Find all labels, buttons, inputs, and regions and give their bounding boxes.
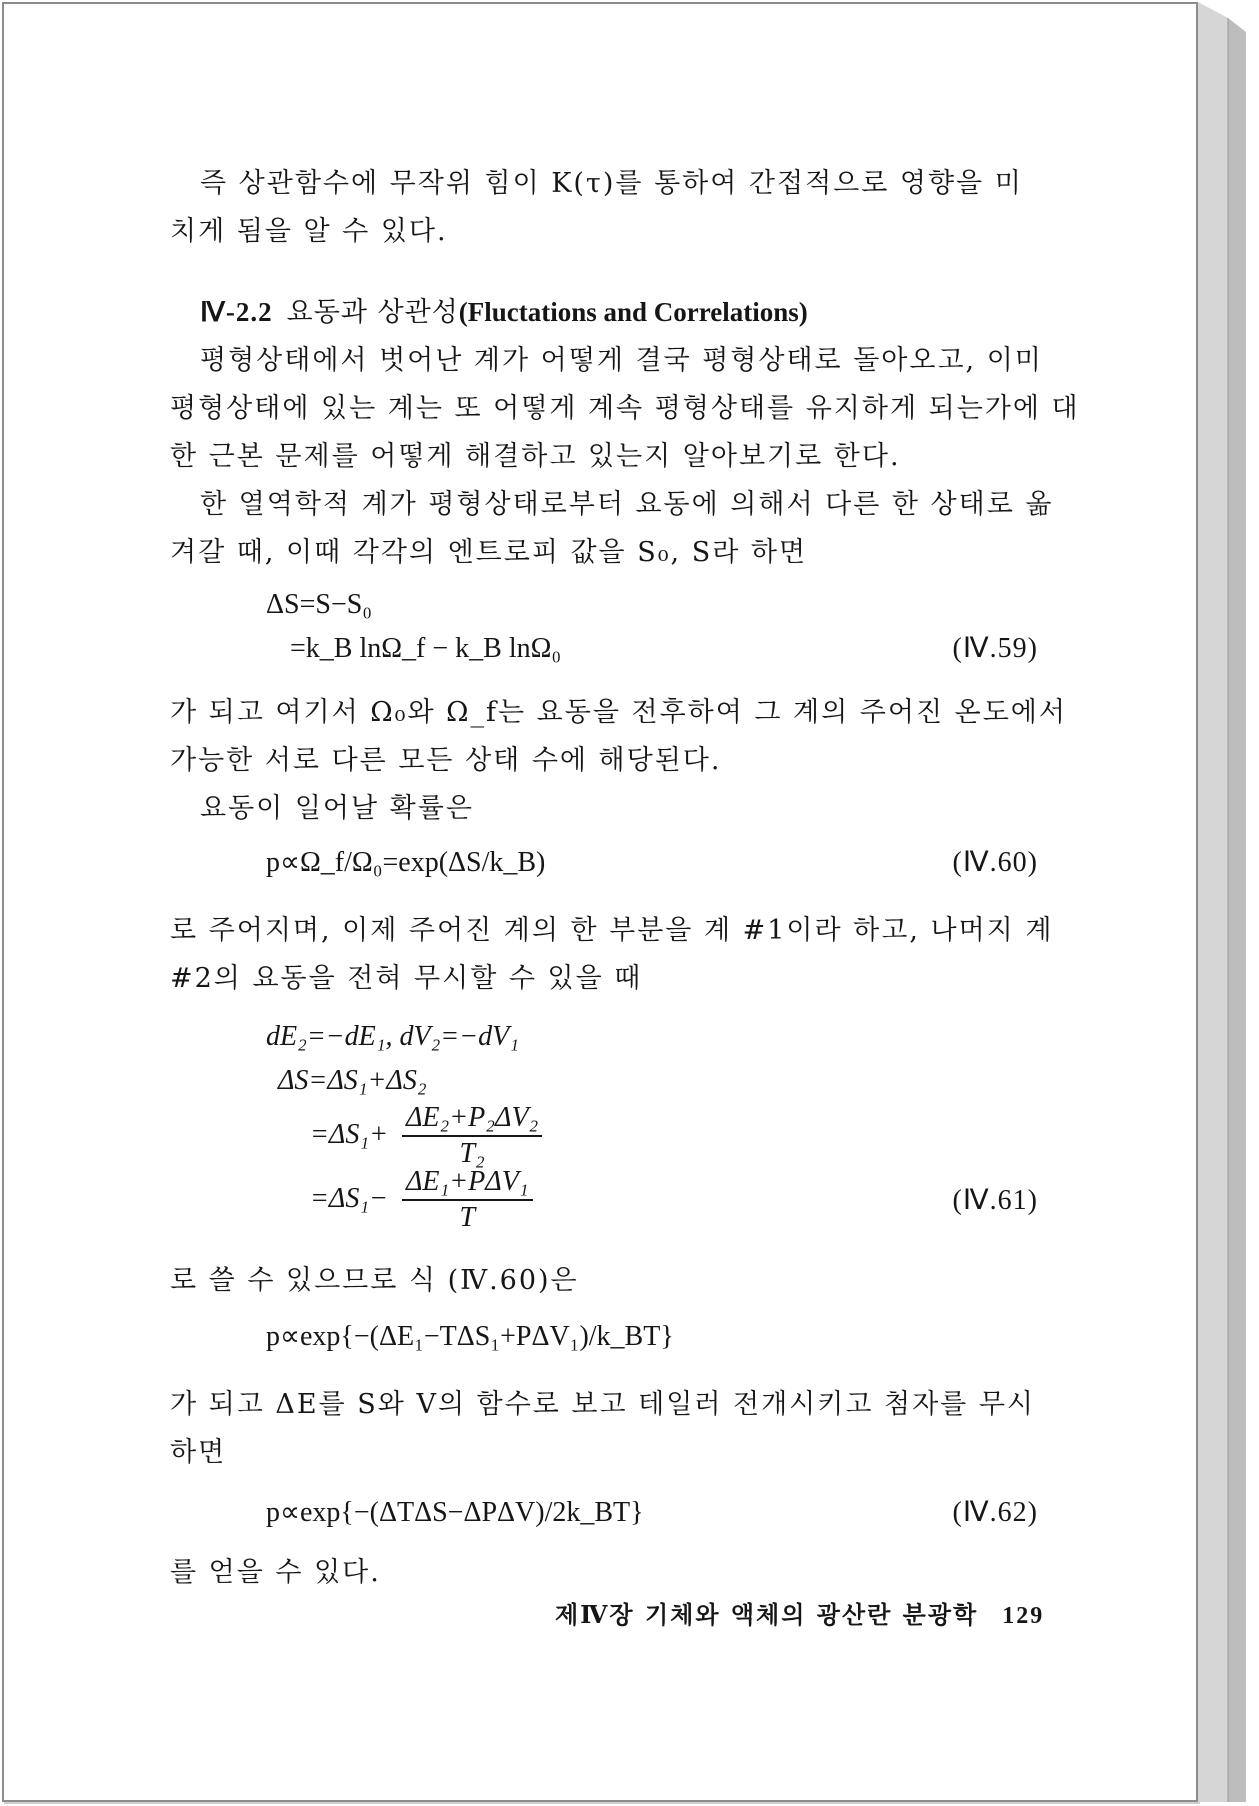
paragraph-line: 평형상태에 있는 계는 또 어떻게 계속 평형상태를 유지하게 되는가에 대 [170, 393, 1080, 424]
paragraph-line: 로 쓸 수 있으므로 식 (Ⅳ.60)은 [170, 1265, 579, 1296]
fraction [402, 1167, 533, 1233]
equation-line [170, 1491, 1038, 1535]
section-heading [200, 288, 1038, 337]
equation-line [170, 1059, 1038, 1103]
fraction-denominator: T [459, 1202, 476, 1233]
section-title-en: (Fluctations and Correlations) [458, 297, 808, 327]
chapter-title: 제Ⅳ장 기체와 액체의 광산란 분광학 [555, 1600, 979, 1629]
paragraph-line: 겨갈 때, 이때 각각의 엔트로피 값을 S₀, S라 하면 [170, 537, 808, 568]
paragraph-line: 치게 됨을 알 수 있다. [170, 216, 448, 247]
equation-expression: =ΔS₁− [310, 1183, 388, 1214]
equation-number: (Ⅳ.60) [952, 847, 1038, 878]
equation-number: (Ⅳ.62) [952, 1497, 1038, 1528]
fraction-numerator: ΔE₁+PΔV₁ [406, 1166, 529, 1197]
page-number: 129 [1002, 1603, 1045, 1629]
equation-number: (Ⅳ.59) [952, 633, 1038, 664]
paragraph-line: 한 근본 문제를 어떻게 해결하고 있는지 알아보기로 한다. [170, 441, 901, 472]
equation-expression: =ΔS₁+ [310, 1119, 388, 1150]
equation-expression: p∝exp{−(ΔE₁−TΔS₁+PΔV₁)/k_BT} [266, 1321, 674, 1352]
equation-expression: p∝exp{−(ΔTΔS−ΔPΔV)/2k_BT} [266, 1497, 644, 1528]
equation-line [170, 841, 1038, 885]
equation-line [170, 1315, 1038, 1359]
equation-number: (Ⅳ.61) [952, 1185, 1038, 1216]
equation-line [170, 627, 1038, 671]
equation-expression: ΔS=S−S₀ [266, 589, 373, 620]
section-title-ko: 요동과 상관성 [286, 297, 459, 328]
fraction-bar [402, 1135, 542, 1137]
equation-line [170, 1015, 1038, 1059]
paragraph-line: 즉 상관함수에 무작위 힘이 K(τ)를 통하여 간접적으로 영향을 미 [200, 168, 1023, 199]
equation-line [170, 583, 1038, 627]
equation-expression: ΔS=ΔS₁+ΔS₂ [278, 1065, 427, 1096]
paragraph-line: 가능한 서로 다른 모든 상태 수에 해당된다. [170, 745, 722, 776]
paragraph-line: 평형상태에서 벗어난 계가 어떻게 결국 평형상태로 돌아오고, 이미 [200, 345, 1043, 376]
equation-expression: =k_B lnΩ_f − k_B lnΩ₀ [290, 633, 562, 664]
page-stack-edge [1198, 2, 1250, 1802]
paragraph-line: 를 얻을 수 있다. [170, 1557, 381, 1588]
fraction-numerator: ΔE₂+P₂ΔV₂ [406, 1102, 539, 1133]
fraction [402, 1103, 542, 1169]
equation-expression: dE₂=−dE₁, dV₂=−dV₁ [266, 1021, 519, 1052]
paragraph-line: 가 되고 ΔE를 S와 V의 함수로 보고 테일러 전개시키고 첨자를 무시 [170, 1389, 1035, 1420]
equation-line [170, 1103, 1038, 1167]
page-content [170, 160, 1080, 1597]
paragraph-line: 요동이 일어날 확률은 [200, 793, 474, 824]
fraction-bar [402, 1199, 533, 1201]
running-footer [555, 1595, 1044, 1630]
section-number: Ⅳ-2.2 [200, 297, 273, 327]
paragraph-line: 하면 [170, 1437, 227, 1468]
paragraph-line: 로 주어지며, 이제 주어진 계의 한 부분을 계 #1이라 하고, 나머지 계 [170, 915, 1054, 946]
equation-expression: p∝Ω_f/Ω₀=exp(ΔS/k_B) [266, 847, 546, 878]
paragraph-line: #2의 요동을 전혀 무시할 수 있을 때 [170, 963, 643, 994]
paragraph-line: 가 되고 여기서 Ω₀와 Ω_f는 요동을 전후하여 그 계의 주어진 온도에서 [170, 697, 1067, 728]
paragraph-line: 한 열역학적 계가 평형상태로부터 요동에 의해서 다른 한 상태로 옮 [200, 489, 1054, 520]
equation-line [170, 1167, 1038, 1231]
fraction-denominator: T₂ [459, 1138, 485, 1169]
